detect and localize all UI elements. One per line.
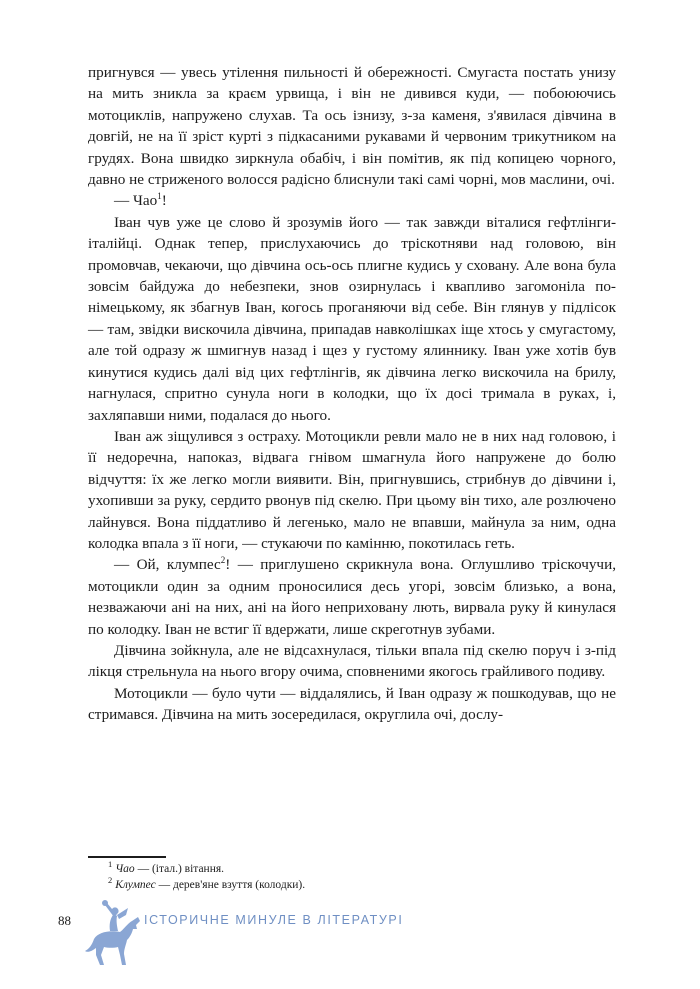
dialog-paragraph <box>88 554 616 640</box>
series-title: ІСТОРИЧНЕ МИНУЛЕ В ЛІТЕРАТУРІ <box>144 913 404 927</box>
footnote-text: — (італ.) вітання. <box>134 863 225 875</box>
footnote-term: Чао <box>115 863 135 875</box>
page-footer <box>58 899 618 969</box>
footnote <box>108 877 588 893</box>
footnote-number: 1 <box>108 859 113 870</box>
horseman-logo-icon <box>80 899 146 971</box>
footnote-ref: 2 <box>220 555 226 566</box>
paragraph: пригнувся — увесь утілення пильності й обережності. Смугаста постать унизу на мить зникла за краєм урвища, і він не дивився куди, — побоюючись мотоциклів, напружено слухав. Та ось ізнизу, з-за каменя, з'явилася дівчина в довгій, не на її зріст курті з підкасаними рукавами й червоним трикутником на грудях. Вона швидко зиркнула обабіч, і він помітив, як під копицею чорного, давно не стриженого волосся радісно блиснули такі самі чорні, мов маслини, очі. <box>88 64 616 189</box>
dialog-text: — Ой, клумпес <box>114 556 221 574</box>
paragraph: Іван чув уже це слово й зрозумів його — так завжди віталися гефтлінги-італійці. Однак тепер, прислухаючись до тріскотняви над головою, він промовчав, чекаючи, що дівчина ось-ось плигне кудись у сховану. Але вона була зовсім байдужа до небезпеки, знов озирнулась і квапливо загомоніла по-німецькому, як збагнув Іван, когось проганяючи від себе. Він глянув у підлісок — там, звідки вискочила дівчина, припадав навколішках іще хтось у смугастому, але той одразу ж шмигнув назад і щез у густому ялиннику. Іван уже хотів був кинутися кудись далі від цих гефтлінгів, як дівчина легко вискочила на брилу, нагнулася, спритно сунула ноги в колодки, що їх досі тримала в руках, і, захляпавши ними, подалася до нього. <box>88 213 616 424</box>
paragraph: Мотоцикли — було чути — віддалялись, й Іван одразу ж пошкодував, що не стримався. Дівчина на мить зосередилася, округлила очі, дослу- <box>88 684 616 724</box>
footnote-number: 2 <box>108 875 113 886</box>
paragraph: Іван аж зіщулився з остраху. Мотоцикли ревли мало не в них над головою, і її недоречна, напоказ, відвага гнівом шмагнула його напружене до болю відчуття: їх же легко могли виявити. Він, пригнувшись, стрибнув до дівчини і, ухопивши за руку, сердито рвонув під скелю. При цьому він тихо, але розлючено лайнувся. Вона піддатливо й легенько, мало не впавши, майнула за ним, одна колодка впала з її ноги, — стукаючи по камінню, покотилась геть. <box>88 427 616 552</box>
dialog-line <box>88 190 616 211</box>
footnote-ref: 1 <box>157 191 162 202</box>
footnote-divider <box>88 856 166 858</box>
footnotes <box>108 861 588 893</box>
footnote-term: Клумпес <box>115 879 156 891</box>
page-text <box>88 62 616 726</box>
dialog-rest: ! — приглушено скрикнула вона. Оглушливо тріскочучи, мотоцикли один за одним проносилися десь угорі, зовсім близько, а вона, незважаючи ані на них, ані на його неприховану лють, вирвала руку й кинулася по колодку. Іван не встиг її вдержати, лише скреготнув зубами. <box>88 556 616 638</box>
page-number: 88 <box>58 913 71 928</box>
dialog-punct: ! <box>161 192 167 210</box>
paragraph: Дівчина зойкнула, але не відсахнулася, тільки впала під скелю поруч і з-під лікця стрельнула на нього вгору очима, сповненими якогось грайливого подиву. <box>88 641 616 681</box>
dialog-text: — Чао <box>114 192 158 210</box>
footnote <box>108 861 588 877</box>
footnote-text: — дерев'яне взуття (колодки). <box>155 879 306 891</box>
